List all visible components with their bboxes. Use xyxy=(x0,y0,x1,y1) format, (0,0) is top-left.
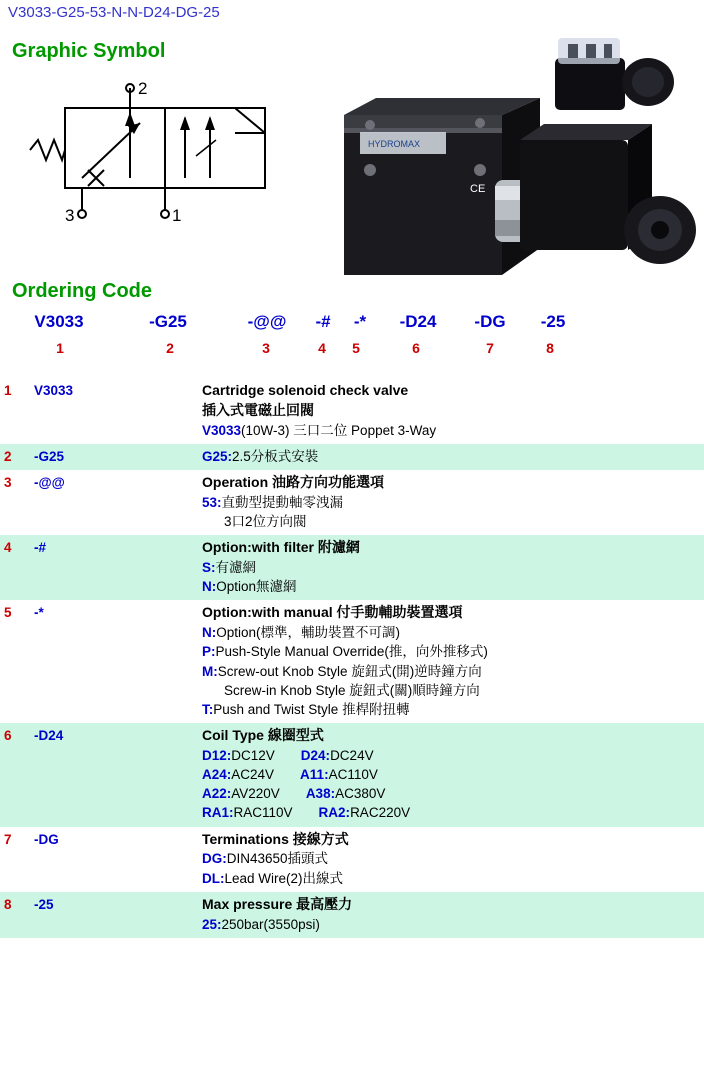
table-row xyxy=(0,470,704,535)
option-text: DIN43650插頭式 xyxy=(226,851,329,867)
row-index: 7 xyxy=(0,827,30,892)
code-token-4: -# xyxy=(315,312,331,331)
row-index: 4 xyxy=(0,535,30,600)
option-text: 有濾網 xyxy=(215,560,256,576)
description-line: Terminations 接線方式 xyxy=(202,830,349,847)
row-code: -* xyxy=(30,600,198,723)
row-code: V3033 xyxy=(30,378,198,444)
code-token-3: -@@ xyxy=(247,312,287,331)
row-description xyxy=(198,444,704,470)
port-label-1: 1 xyxy=(172,206,182,225)
code-index-1: 1 xyxy=(56,340,64,356)
code-token-7: -DG xyxy=(474,312,506,331)
description-line xyxy=(202,493,702,512)
option-code: 25: xyxy=(202,916,222,932)
code-index-8: 8 xyxy=(546,340,554,356)
option-code: A24: xyxy=(202,767,232,783)
port-label-3: 3 xyxy=(65,206,75,225)
row-description xyxy=(198,723,704,827)
table-row xyxy=(0,444,704,470)
hydraulic-symbol-diagram xyxy=(20,78,310,258)
code-index-2: 2 xyxy=(166,340,174,356)
option-code: DG: xyxy=(202,851,227,867)
ordering-code-heading: Ordering Code xyxy=(12,280,153,302)
row-code: -DG xyxy=(30,827,198,892)
graphic-symbol-heading: Graphic Symbol xyxy=(12,40,166,62)
description-line: Operation 油路方向功能選項 xyxy=(202,474,385,491)
code-token-6: -D24 xyxy=(399,312,437,331)
description-line xyxy=(202,642,702,661)
row-index: 1 xyxy=(0,378,30,444)
option-code: V3033 xyxy=(202,422,242,438)
row-index: 6 xyxy=(0,723,30,827)
row-description xyxy=(198,600,704,723)
table-row xyxy=(0,378,704,444)
table-row xyxy=(0,892,704,938)
svg-text:HYDROMAX: HYDROMAX xyxy=(368,139,421,149)
part-number: V3033-G25-53-N-N-D24-DG-25 xyxy=(8,4,220,21)
description-line: 插入式電磁止回閥 xyxy=(202,401,314,418)
option-text: Option(標準，輔助裝置不可調) xyxy=(216,625,401,641)
code-token-5: -* xyxy=(353,312,367,331)
option-code: G25: xyxy=(202,448,233,464)
option-code: A38: xyxy=(305,786,336,802)
description-line xyxy=(202,447,702,466)
table-row xyxy=(0,723,704,827)
description-line xyxy=(202,869,702,888)
description-line xyxy=(202,623,702,642)
option-code: P: xyxy=(202,644,216,660)
description-line xyxy=(202,784,702,803)
option-code: RA2: xyxy=(318,805,351,821)
code-token-1: V3033 xyxy=(34,312,84,331)
port-label-2: 2 xyxy=(138,79,148,98)
option-text: AC110V xyxy=(328,767,378,783)
description-line xyxy=(202,662,702,681)
row-code: -D24 xyxy=(30,723,198,827)
row-index: 3 xyxy=(0,470,30,535)
row-index: 8 xyxy=(0,892,30,938)
row-code: -# xyxy=(30,535,198,600)
code-index-7: 7 xyxy=(486,340,494,356)
row-index: 5 xyxy=(0,600,30,723)
row-description xyxy=(198,378,704,444)
description-line xyxy=(202,421,702,440)
description-line xyxy=(202,700,702,719)
description-line: Coil Type 線圈型式 xyxy=(202,727,324,744)
row-description xyxy=(198,470,704,535)
description-line xyxy=(202,915,702,934)
option-code: D12: xyxy=(202,747,232,763)
code-token-2: -G25 xyxy=(149,312,187,331)
description-line xyxy=(202,765,702,784)
description-line xyxy=(202,512,702,531)
product-photo xyxy=(330,20,700,275)
description-line: Max pressure 最高壓力 xyxy=(202,895,353,912)
code-index-3: 3 xyxy=(262,340,270,356)
code-index-4: 4 xyxy=(318,340,326,356)
ordering-code-table xyxy=(0,378,704,938)
option-text: 2.5分板式安裝 xyxy=(232,448,319,464)
option-text: Push-Style Manual Override(推，向外推移式) xyxy=(215,644,488,660)
code-index-5: 5 xyxy=(352,340,360,356)
option-text: Option無濾網 xyxy=(216,579,297,595)
svg-text:CE: CE xyxy=(470,183,486,195)
option-code: 53: xyxy=(202,494,222,510)
row-code: -25 xyxy=(30,892,198,938)
option-code: N: xyxy=(202,625,217,641)
table-row xyxy=(0,535,704,600)
description-line xyxy=(202,558,702,577)
option-code: A11: xyxy=(300,767,329,783)
row-description xyxy=(198,535,704,600)
option-text: AV220V xyxy=(231,786,280,802)
description-line xyxy=(202,681,702,700)
option-text: DC24V xyxy=(330,747,374,763)
description-line: Cartridge solenoid check valve xyxy=(202,382,409,398)
row-code: -@@ xyxy=(30,470,198,535)
option-text: DC12V xyxy=(231,747,275,763)
option-text: AC380V xyxy=(335,786,386,802)
option-text: AC24V xyxy=(231,767,275,783)
description-line xyxy=(202,849,702,868)
option-text: 直動型提動軸零洩漏 xyxy=(221,494,344,510)
description-line xyxy=(202,803,702,822)
option-code: A22: xyxy=(202,786,232,802)
option-code: N: xyxy=(202,579,217,595)
option-text: RAC220V xyxy=(350,805,411,821)
row-description xyxy=(198,827,704,892)
option-text: 3口2位方向閥 xyxy=(224,514,307,530)
option-text: Screw-out Knob Style 旋鈕式(開)逆時鐘方向 xyxy=(217,663,482,679)
option-code: M: xyxy=(202,663,218,679)
description-line: Option:with manual 付手動輔助裝置選項 xyxy=(202,604,463,621)
option-code: RA1: xyxy=(202,805,234,821)
row-description xyxy=(198,892,704,938)
ordering-code-tokens xyxy=(0,312,704,360)
option-code: DL: xyxy=(202,870,225,886)
option-text: RAC110V xyxy=(233,805,293,821)
row-index: 2 xyxy=(0,444,30,470)
option-text: 250bar(3550psi) xyxy=(221,916,320,932)
option-text: Push and Twist Style 推桿附扭轉 xyxy=(213,701,410,717)
description-line: Option:with filter 附濾網 xyxy=(202,539,360,556)
option-text: Lead Wire(2)出線式 xyxy=(224,870,344,886)
row-code: -G25 xyxy=(30,444,198,470)
option-text: (10W-3) 三口二位 Poppet 3-Way xyxy=(241,422,437,438)
table-row xyxy=(0,600,704,723)
code-token-8: -25 xyxy=(540,312,566,331)
option-text: Screw-in Knob Style 旋鈕式(關)順時鐘方向 xyxy=(224,682,480,698)
table-row xyxy=(0,827,704,892)
option-code: T: xyxy=(202,701,214,717)
description-line xyxy=(202,577,702,596)
option-code: D24: xyxy=(300,747,331,763)
description-line xyxy=(202,746,702,765)
option-code: S: xyxy=(202,560,216,576)
code-index-6: 6 xyxy=(412,340,420,356)
